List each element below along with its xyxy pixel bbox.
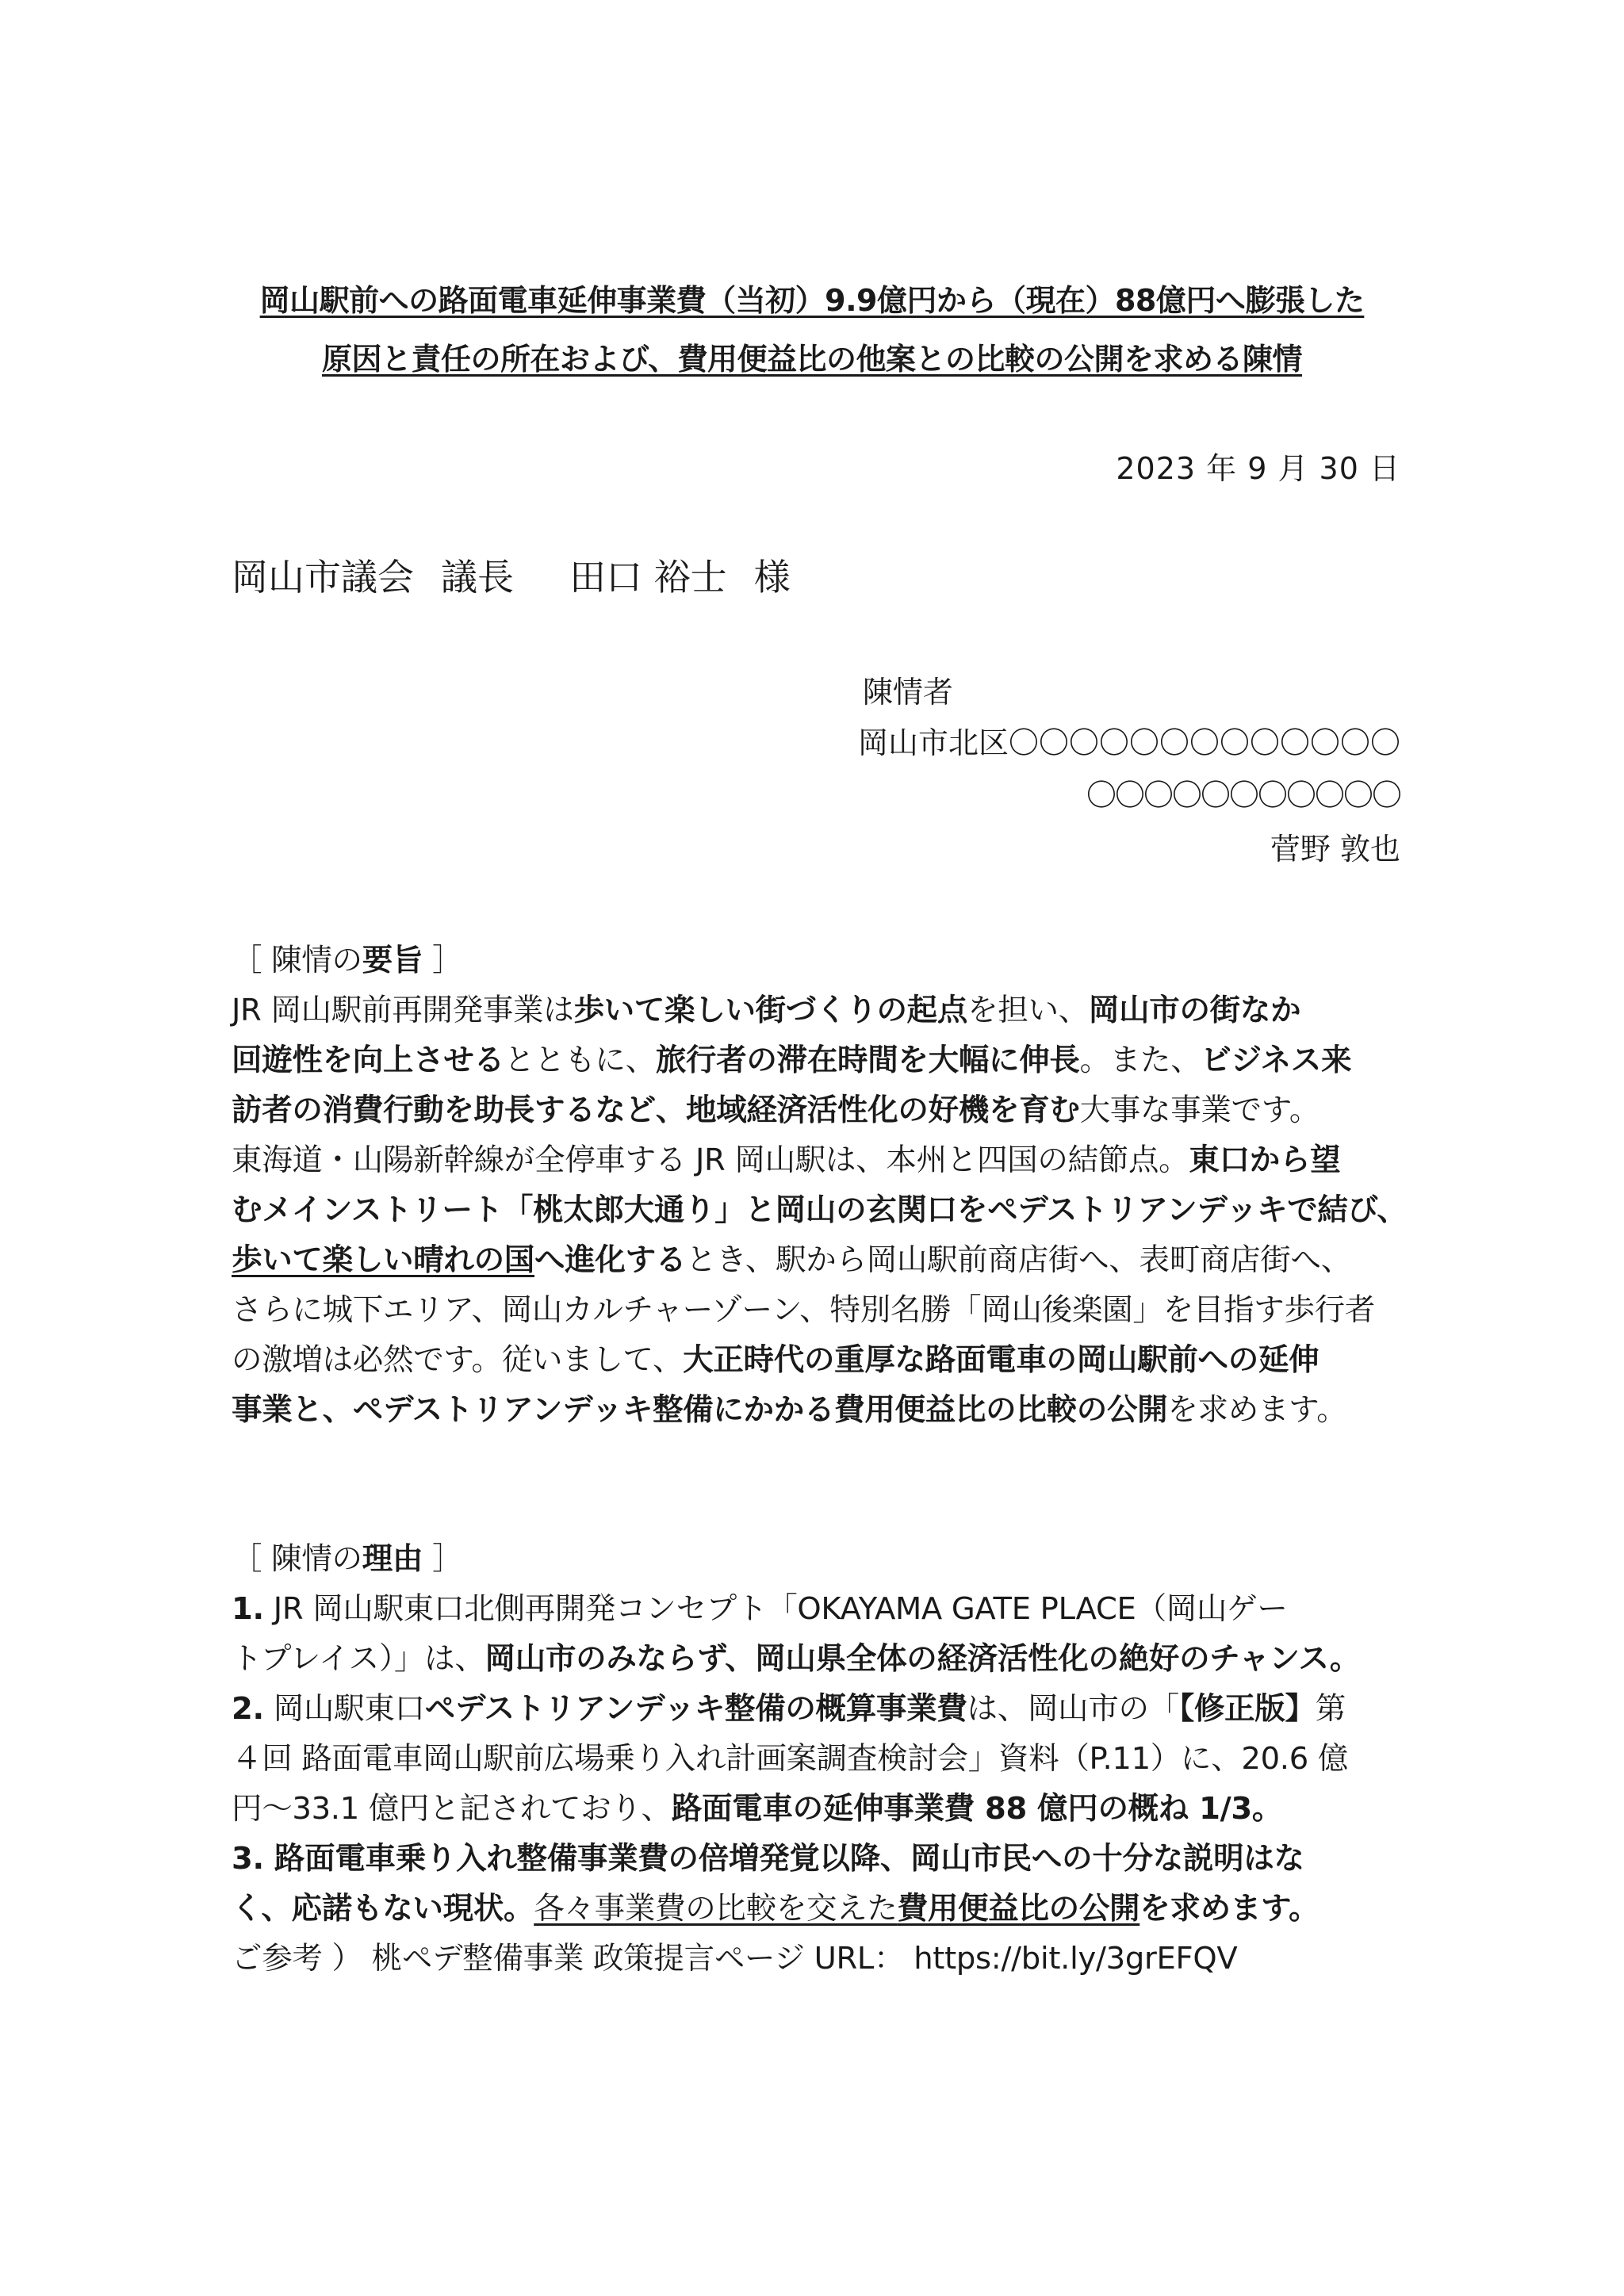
addressee-role: 議長 bbox=[441, 556, 514, 599]
summary-line: むメインストリート「桃太郎大通り」と岡山の玄関口をペデストリアンデッキで結び、 bbox=[232, 1192, 1408, 1228]
reason-3-line: 3. 路面電車乗り入れ整備事業費の倍増発覚以降、岡山市民への十分な説明はな bbox=[232, 1841, 1304, 1877]
addressee-honorific: 様 bbox=[753, 556, 791, 599]
reason-1-line: 1. JR 岡山駅東口北側再開発コンセプト「OKAYAMA GATE PLACE（岡山ゲー bbox=[232, 1591, 1288, 1627]
addressee bbox=[232, 549, 818, 601]
addressee-org: 岡山市議会 bbox=[232, 556, 414, 599]
summary-line: JR 岡山駅前再開発事業は歩いて楽しい街づくりの起点を担い、岡山市の街なか bbox=[232, 993, 1301, 1028]
reason-2-line: ４回 路面電車岡山駅前広場乗り入れ計画案調査検討会」資料（P.11）に、20.6 億 bbox=[232, 1741, 1349, 1777]
reason-2-line: 2. 岡山駅東口ペデストリアンデッキ整備の概算事業費は、岡山市の「【修正版】第 bbox=[232, 1691, 1346, 1727]
addressee-name: 田口 裕士 bbox=[569, 556, 727, 599]
reasons-heading: ［ 陳情の理由 ］ bbox=[232, 1541, 463, 1577]
reason-3-line: く、応諾もない現状。各々事業費の比較を交えた費用便益比の公開を求めます。 bbox=[232, 1891, 1320, 1927]
summary-line: 訪者の消費行動を助長するなど、地域経済活性化の好機を育む大事な事業です。 bbox=[232, 1093, 1320, 1128]
petitioner-address-line-1: 岡山市北区〇〇〇〇〇〇〇〇〇〇〇〇〇 bbox=[857, 725, 1400, 760]
reason-1-line: トプレイス）」は、岡山市のみならず、岡山県全体の経済活性化の絶好のチャンス。 bbox=[232, 1641, 1361, 1677]
document-title-line-1: 岡山駅前への路面電車延伸事業費（当初）9.9億円から（現在）88億円へ膨張した bbox=[259, 283, 1365, 318]
summary-line: 歩いて楽しい晴れの国へ進化するとき、駅から岡山駅前商店街へ、表町商店街へ、 bbox=[232, 1242, 1351, 1278]
summary-line: さらに城下エリア、岡山カルチャーゾーン、特別名勝「岡山後楽園」を目指す歩行者 bbox=[232, 1292, 1375, 1328]
petitioner-name: 菅野 敦也 bbox=[1270, 832, 1400, 867]
summary-section bbox=[232, 936, 1408, 1435]
document-date: 2023 年 9 月 30 日 bbox=[1116, 451, 1400, 486]
summary-line: 事業と、ペデストリアンデッキ整備にかかる費用便益比の比較の公開を求めます。 bbox=[232, 1392, 1347, 1428]
summary-line: 回遊性を向上させるとともに、旅行者の滞在時間を大幅に伸長。また、ビジネス来 bbox=[232, 1043, 1352, 1078]
reference-url-line[interactable]: ご参考 ） 桃ペデ整備事業 政策提言ページ URL： https://bit.ly/3grEFQV bbox=[232, 1941, 1238, 1976]
reasons-section bbox=[232, 1534, 1405, 1984]
petitioner-address-line-2: 〇〇〇〇〇〇〇〇〇〇〇 bbox=[1086, 778, 1400, 813]
reason-2-line: 円～33.1 億円と記されており、路面電車の延伸事業費 88 億円の概ね 1/3。 bbox=[232, 1791, 1283, 1827]
document-title-line-2: 原因と責任の所在および、費用便益比の他案との比較の公開を求める陳情 bbox=[322, 342, 1302, 377]
summary-line: 東海道・山陽新幹線が全停車する JR 岡山駅は、本州と四国の結節点。東口から望 bbox=[232, 1142, 1341, 1178]
summary-line: の激増は必然です。従いまして、大正時代の重厚な路面電車の岡山駅前への延伸 bbox=[232, 1342, 1320, 1378]
petitioner-label: 陳情者 bbox=[863, 675, 954, 710]
summary-heading: ［ 陳情の要旨 ］ bbox=[232, 943, 463, 978]
